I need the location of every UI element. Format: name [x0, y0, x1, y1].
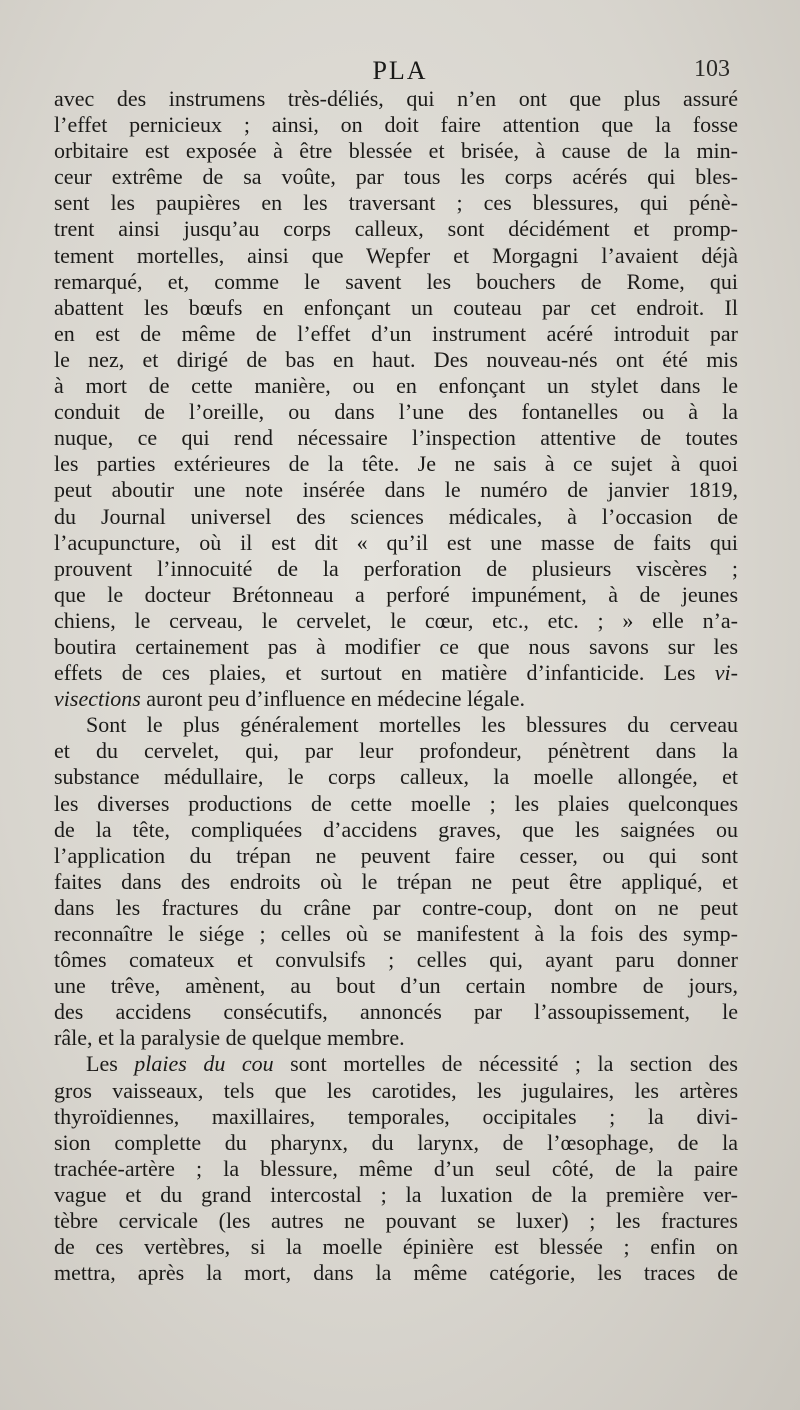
text-line: nuque, ce qui rend nécessaire l’inspection attentive de toutes — [54, 425, 738, 451]
text-line: les diverses productions de cette moelle ; les plaies quelconques — [54, 790, 738, 816]
text-line: râle, et la paralysie de quelque membre. — [54, 1025, 405, 1051]
text-line: l’effet pernicieux ; ainsi, on doit faire attention que la fosse — [54, 112, 738, 138]
running-title: PLA — [372, 56, 428, 85]
text-line: ceur extrême de sa voûte, par tous les corps acérés qui bles- — [54, 164, 738, 190]
text-line: le nez, et dirigé de bas en haut. Des nouveau-nés ont été mis — [54, 346, 738, 372]
text-line: l’application du trépan ne peuvent faire cesser, ou qui sont — [54, 842, 738, 868]
text-line: visections auront peu d’influence en médecine légale. — [54, 686, 525, 712]
text-line: des accidens consécutifs, annoncés par l’assoupissement, le — [54, 999, 738, 1025]
text-line: orbitaire est exposée à être blessée et brisée, à cause de la min- — [54, 138, 738, 164]
text-line: gros vaisseaux, tels que les carotides, les jugulaires, les artères — [54, 1077, 738, 1103]
text-line: trachée-artère ; la blessure, même d’un seul côté, de la paire — [54, 1155, 738, 1181]
text-line: trent ainsi jusqu’au corps calleux, sont décidément et promp- — [54, 216, 738, 242]
text-line: tômes comateux et convulsifs ; celles qui, ayant paru donner — [54, 947, 738, 973]
text-line: remarqué, et, comme le savent les bouchers de Rome, qui — [54, 268, 738, 294]
text-line: reconnaître le siége ; celles où se manifestent à la fois des symp- — [54, 921, 738, 946]
text-line: effets de ces plaies, et surtout en matière d’infanticide. Les vi- — [54, 660, 738, 686]
text-line: tèbre cervicale (les autres ne pouvant se luxer) ; les fractures — [54, 1208, 738, 1234]
text-line: boutira certainement pas à modifier ce que nous savons sur les — [54, 633, 738, 659]
text-line: une trêve, amènent, au bout d’un certain nombre de jours, — [54, 973, 738, 999]
text-line: Sont le plus généralement mortelles les blessures du cerveau — [86, 712, 738, 738]
body-text — [54, 86, 738, 1286]
text-line: vague et du grand intercostal ; la luxation de la première ver- — [54, 1181, 738, 1207]
text-line: prouvent l’innocuité de la perforation de plusieurs viscères ; — [54, 555, 738, 581]
text-line: les parties extérieures de la tête. Je ne sais à ce sujet à quoi — [54, 451, 738, 477]
text-line: et du cervelet, qui, par leur profondeur, pénètrent dans la — [54, 738, 738, 764]
text-line: du Journal universel des sciences médicales, à l’occasion de — [54, 503, 738, 529]
text-line: sion complette du pharynx, du larynx, de l’œsophage, de la — [54, 1129, 738, 1155]
text-line: sent les paupières en les traversant ; ces blessures, qui pénè- — [54, 190, 738, 216]
text-line: l’acupuncture, où il est dit « qu’il est une masse de faits qui — [54, 529, 738, 555]
text-line: faites dans des endroits où le trépan ne peut être appliqué, et — [54, 868, 738, 894]
text-line: substance médullaire, le corps calleux, la moelle allongée, et — [54, 764, 738, 790]
text-line: thyroïdiennes, maxillaires, temporales, occipitales ; la divi- — [54, 1103, 738, 1129]
text-line: de ces vertèbres, si la moelle épinière est blessée ; enfin on — [54, 1234, 738, 1260]
text-line: chiens, le cerveau, le cervelet, le cœur, etc., etc. ; » elle n’a- — [54, 607, 738, 633]
text-line: en est de même de l’effet d’un instrument acéré introduit par — [54, 320, 738, 346]
text-line: conduit de l’oreille, ou dans l’une des fontanelles ou à la — [54, 399, 738, 425]
text-line: tement mortelles, ainsi que Wepfer et Morgagni l’avaient déjà — [54, 242, 738, 268]
text-line: que le docteur Brétonneau a perforé impunément, à de jeunes — [54, 581, 738, 607]
text-line: de la tête, compliquées d’accidens graves, que les saignées ou — [54, 816, 738, 842]
text-line: avec des instrumens très-déliés, qui n’en ont que plus assuré — [54, 86, 738, 111]
text-line: à mort de cette manière, ou en enfonçant un stylet dans le — [54, 373, 738, 399]
text-line: Les plaies du cou sont mortelles de nécessité ; la section des — [86, 1051, 738, 1077]
text-line: mettra, après la mort, dans la même catégorie, les traces de — [54, 1260, 738, 1286]
text-line: peut aboutir une note insérée dans le numéro de janvier 1819, — [54, 477, 738, 503]
text-line: dans les fractures du crâne par contre-coup, dont on ne peut — [54, 894, 738, 920]
page-number: 103 — [694, 56, 730, 82]
text-line: abattent les bœufs en enfonçant un couteau par cet endroit. Il — [54, 294, 738, 320]
